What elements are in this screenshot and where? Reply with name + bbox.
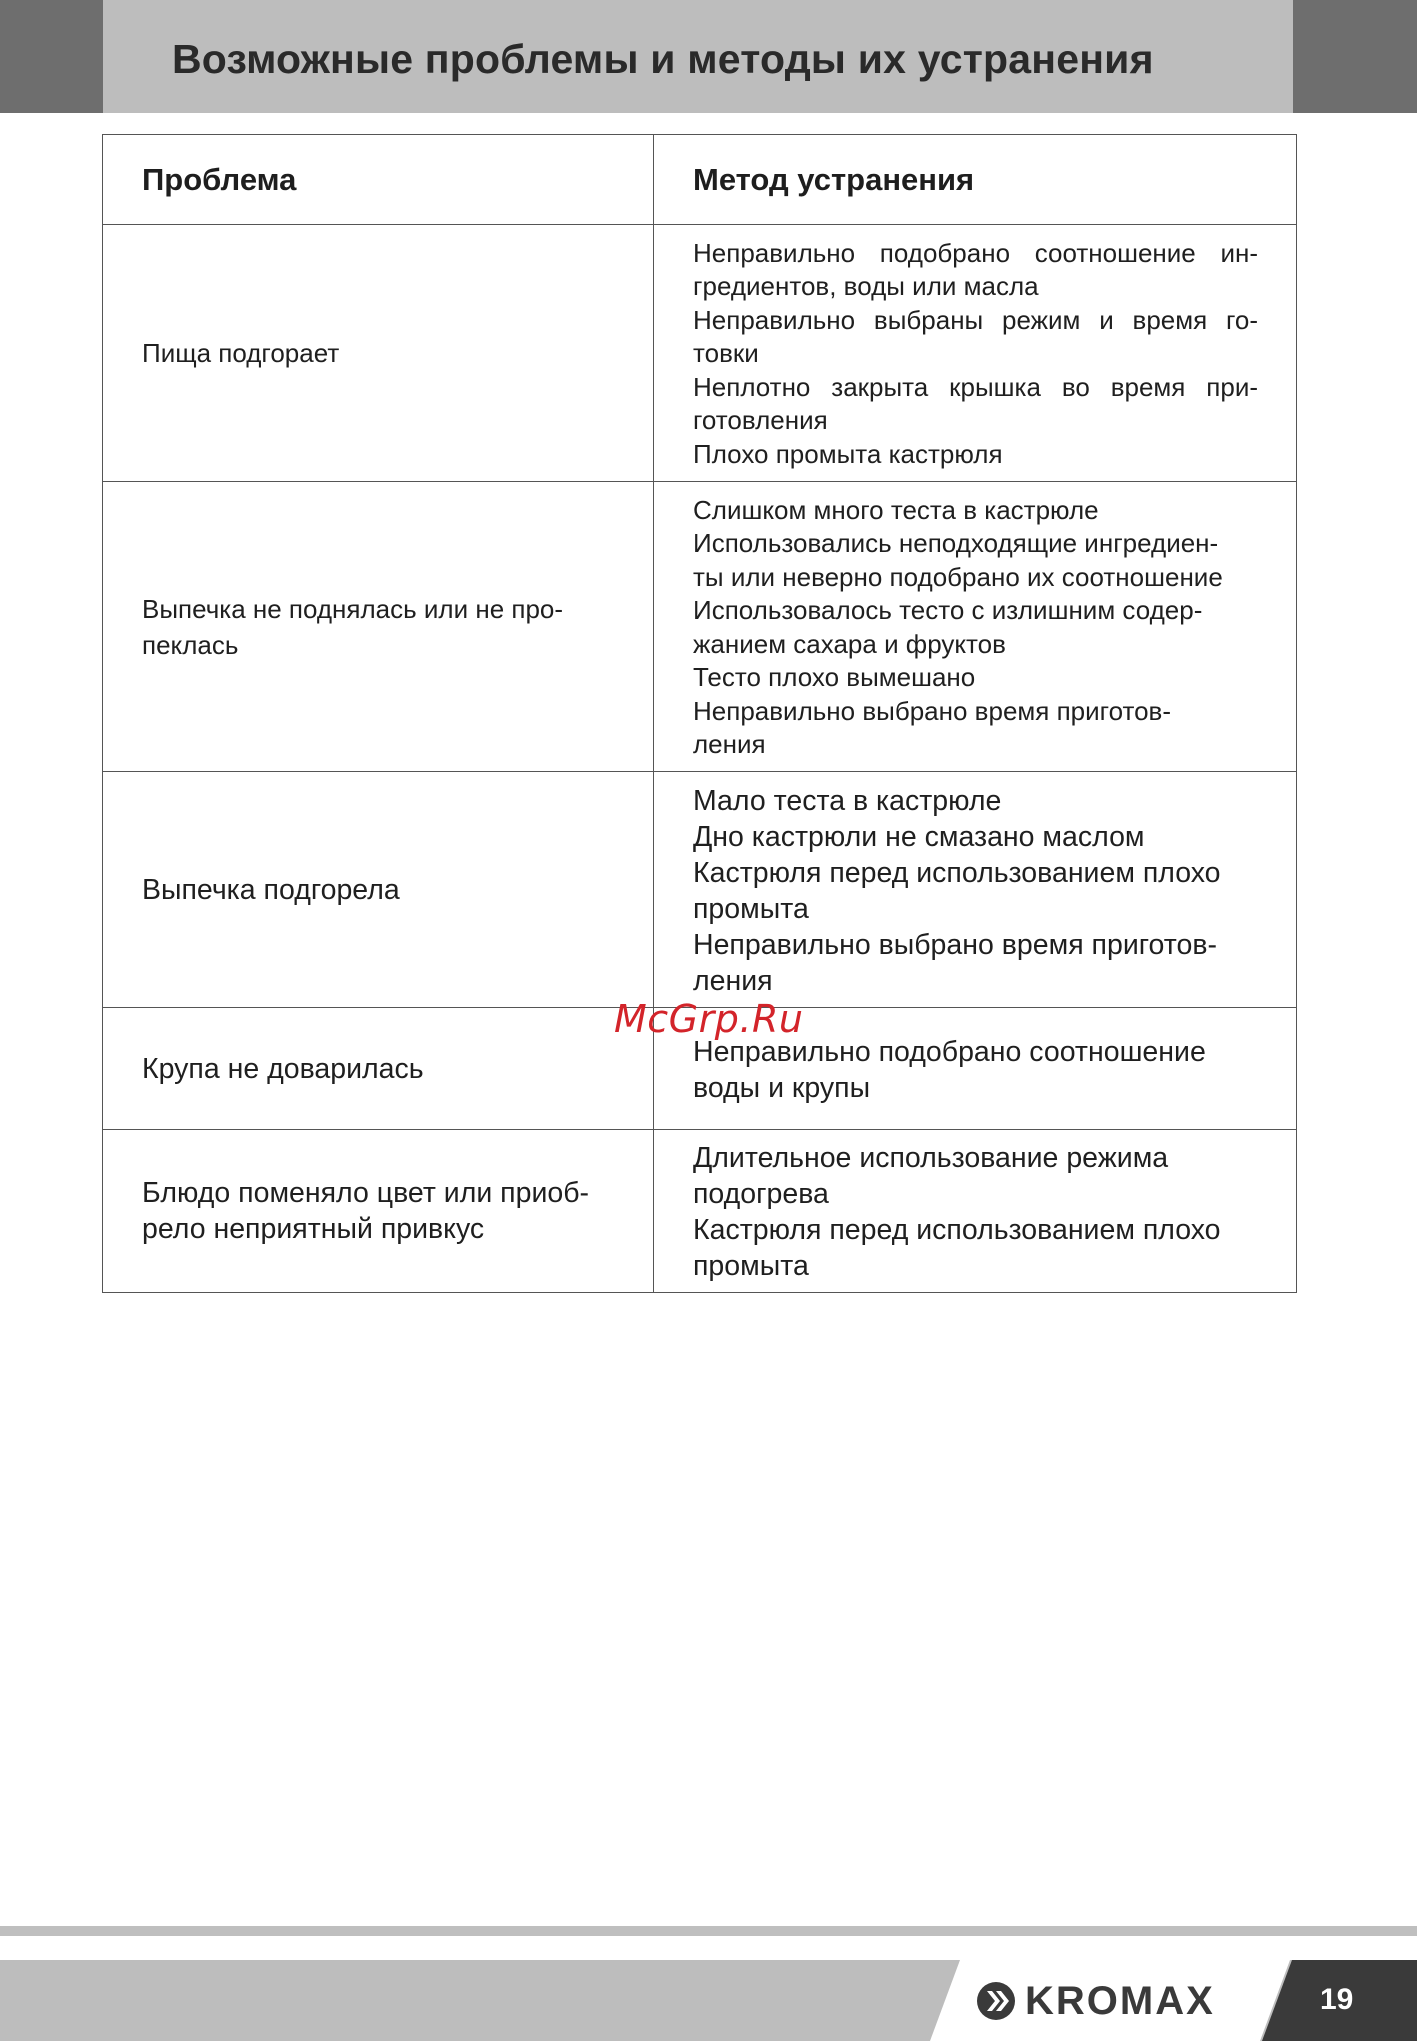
cell-text-line: Тесто плохо вымешано xyxy=(693,662,976,692)
cell-text-line: Использовалось тесто с излишним содер- xyxy=(693,595,1203,625)
table-row xyxy=(103,225,1297,482)
cell-text-line: Кастрюля перед использованием плохо xyxy=(693,856,1221,889)
table-row xyxy=(103,482,1297,772)
cell-text-line: гредиентов, воды или масла xyxy=(693,271,1039,302)
brand-logo xyxy=(975,1980,1215,2022)
cell-text-line: рело неприятный привкус xyxy=(142,1213,485,1245)
cell-text-line: Неплотно закрыта крышка во время при- xyxy=(693,371,1258,402)
cell-text-line: промыта xyxy=(693,1250,809,1282)
cell-text-line: пеклась xyxy=(142,629,239,660)
cell-text-line: Плохо промыта кастрюля xyxy=(693,438,1003,469)
cell-text-line: промыта xyxy=(693,892,809,925)
column-header-label: Метод устранения xyxy=(693,161,975,197)
cell-text-line: Неправильно выбрано время приготов- xyxy=(693,695,1172,726)
method-cell xyxy=(654,225,1297,482)
problem-cell xyxy=(103,1130,654,1293)
column-header-problem xyxy=(103,135,654,225)
cell-text-line: жанием сахара и фруктов xyxy=(693,628,1006,659)
cell-text-line: товки xyxy=(693,338,759,369)
method-cell xyxy=(654,772,1297,1008)
cell-text-line: Крупа не доварилась xyxy=(142,1052,424,1085)
cell-text-line: Использовались неподходящие ингредиен- xyxy=(693,528,1219,558)
column-header-label: Проблема xyxy=(142,161,297,197)
problem-cell xyxy=(103,225,654,482)
problem-cell xyxy=(103,482,654,772)
table-header-row xyxy=(103,135,1297,225)
problem-cell xyxy=(103,772,654,1008)
cell-text-line: Кастрюля перед использованием плохо xyxy=(693,1214,1221,1246)
cell-text-line: ты или неверно подобрано их соотношение xyxy=(693,561,1223,592)
cell-text-line: воды и крупы xyxy=(693,1071,871,1104)
cell-text-line: Неправильно выбраны режим и время го- xyxy=(693,304,1258,335)
kromax-logo-icon xyxy=(975,1980,1017,2022)
page-number: 19 xyxy=(1320,1983,1354,2016)
cell-text-line: Неправильно подобрано соотношение xyxy=(693,1035,1206,1068)
page-title: Возможные проблемы и методы их устранения xyxy=(172,36,1154,82)
cell-text-line: ления xyxy=(693,729,766,759)
cell-text-line: Мало теста в кастрюле xyxy=(693,784,1002,817)
page-header xyxy=(0,0,1417,113)
cell-text-line: Выпечка подгорела xyxy=(142,873,400,906)
method-cell xyxy=(654,1130,1297,1293)
brand-name: KROMAX xyxy=(1025,1978,1215,2023)
cell-text-line: Пища подгорает xyxy=(142,338,340,368)
cell-text-line: Длительное использование режима xyxy=(693,1142,1169,1174)
cell-text-line: Блюдо поменяло цвет или приоб- xyxy=(142,1177,590,1209)
cell-text-line: Выпечка не поднялась или не про- xyxy=(142,593,564,624)
watermark-text: McGrp.Ru xyxy=(614,997,804,1041)
cell-text-line: Дно кастрюли не смазано маслом xyxy=(693,820,1145,853)
cell-text-line: подогрева xyxy=(693,1178,829,1210)
method-cell xyxy=(654,482,1297,772)
cell-text-line: Неправильно подобрано соотношение ин- xyxy=(693,237,1258,268)
header-left-block xyxy=(0,0,103,113)
cell-text-line: ления xyxy=(693,964,773,997)
cell-text-line: Слишком много теста в кастрюле xyxy=(693,494,1099,525)
problem-cell xyxy=(103,1008,654,1130)
troubleshooting-table xyxy=(102,134,1297,1293)
table-row xyxy=(103,772,1297,1008)
column-header-method xyxy=(654,135,1297,225)
table-row xyxy=(103,1130,1297,1293)
header-right-block xyxy=(1293,0,1417,113)
footer-divider xyxy=(0,1926,1417,1936)
cell-text-line: Неправильно выбрано время приготов- xyxy=(693,928,1217,961)
cell-text-line: готовления xyxy=(693,405,828,436)
